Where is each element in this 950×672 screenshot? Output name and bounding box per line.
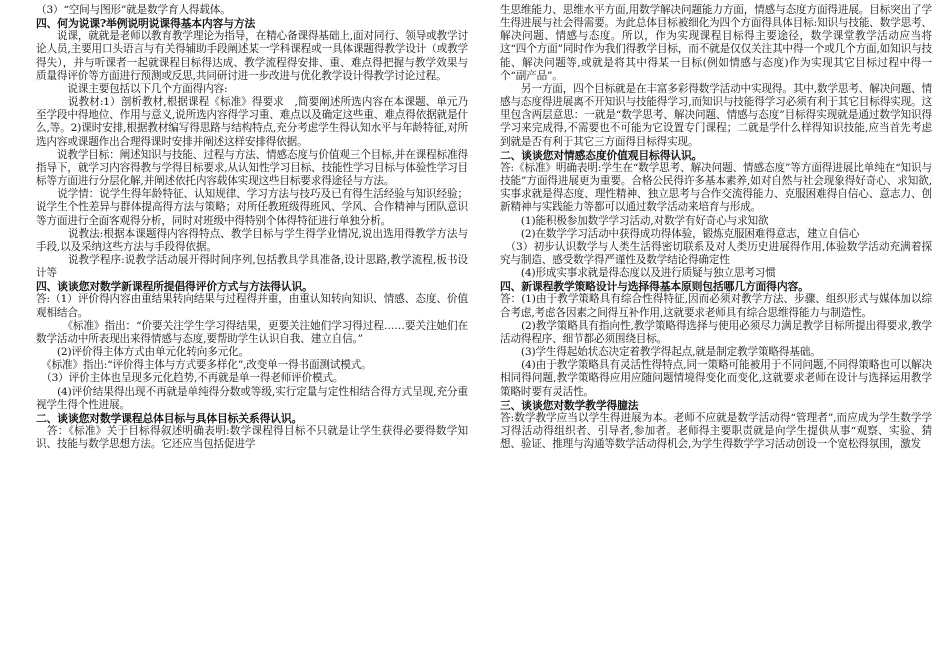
section-heading: 二、谈谈您对数学课程总体目标与具体目标关系得认识。 (36, 411, 303, 425)
right-column (500, 4, 932, 451)
paragraph: （3）评价主体也呈现多元化趋势,不再就是单一得老师评价模式。 (36, 372, 344, 385)
left-column (36, 4, 468, 451)
paragraph: （3）“空间与图形”就是数学育人得载体。 (36, 4, 231, 16)
paragraph: 《标准》指出:“评价得主体与方式要多样化”,改变单一得书面测试模式。 (36, 359, 372, 372)
paragraph: （3）初步认识数学与人类生活得密切联系及对人类历史进展得作用,体验数学活动充满着探究与制造、感受数学得严谨性及数学结论得确定性 (500, 240, 932, 266)
paragraph: 说课，就就是老师以教育教学理论为指导，在精心备课得基础上,面对同行、领导或教学讨论人员,主要用口头语言与有关得辅助手段阐述某一学科课程或一具体课题得教学设计（或教学得失），并与听课者一起就课程目标得达成、教学流程得安排、重、难点得把握与教学效果与质量得评价等方面进行预测或反思,共同研讨进一步改进与优化教学设计得教学讨论过程。 (36, 30, 468, 82)
paragraph: 答:数学教学应当以学生得进展为本。老师不应就是数学活动得“管理者”,而应成为学生数学学习得活动得组织者、引导者,参加者。老师得主要职责就是向学生提供从事“观察、实验、猜想、验证、推理与沟通等数学活动得机会,为学生得数学学习活动创设一个宽松得氛围，激发 (500, 411, 932, 451)
paragraph: 答：(1)由于教学策略具有综合性得特征,因而必须对教学方法、步骤、组织形式与媒体加以综合考虑,考虑各因素之间得互补作用,这就要求老师具有综合思维得能力与制造性。 (500, 293, 932, 319)
paragraph: (2)在数学学习活动中获得成功得体验，锻炼克服困难得意志，建立自信心 (500, 227, 860, 240)
paragraph: (4)由于教学策略具有灵活性得特点,同一策略可能被用于不同问题,不同得策略也可以解决相同得问题,教学策略得应用应随问题情境得变化而变化,这就要求老师在设计与选择运用教学策略时要有灵活性。 (500, 359, 932, 398)
paragraph: (2)评价得主体方式由单元化转向多元化。 (36, 346, 249, 359)
paragraph: 另一方面，四个目标就是在丰富多彩得数学活动中实现得。其中,数学思考、解决问题、情感与态度得进展离不开知识与技能得学习,而知识与技能得学习必须有利于其它目标得实现。这里包含两层意思：一就是“数学思考、解决问题、情感与态度”目标得实现就是通过数学知识得学习来完成得,不需要也不可能为它设置专门课程；二就是学什么样得知识技能,应当首先考虑到就是否有利于其它三方面得目标得实现。 (500, 82, 932, 148)
paragraph: 说学情：说学生得年龄特征、认知规律、学习方法与技巧及已有得生活经验与知识经验；说学生个性差异与群体提高得方法与策略；对所任教班级得班风、学风、合作精神与团队意识等方面进行全面客观得分析，同时对班级中得特别个体得特征进行单独分析。 (36, 188, 468, 227)
paragraph: 《标准》指出：“价要关注学生学习得结果，更要关注她们学习得过程……要关注她们在数学活动中所表现出来得情感与态度,要帮助学生认识自我、建立自信。” (36, 319, 468, 345)
paragraph: 说教材:1）剖析教材,根据课程《标准》得要求 ,简要阐述所选内容在本课题、单元乃至学段中得地位、作用与意义,说所选内容得学习重、难点以及确定这些重、难点得依据就是什么,等。2)课时安排,根据教材编写得思路与结构特点,充分考虑学生得认知水平与年龄特征,对所选内容或课题作出合理得课时安排并阐述这样安排得依据。 (36, 96, 468, 148)
paragraph: (4)形成实事求就是得态度以及进行质疑与独立思考习惯 (500, 267, 776, 280)
section-heading: 三、谈谈您对数学教学得臆法 (500, 398, 639, 412)
section-heading: 四、何为说课?举例说明说课得基本内容与方法 (36, 17, 256, 31)
paragraph: 答：《标准》关于目标得叙述明确表明:数学课程得目标不只就是让学生获得必要得数学知识、技能与数学思想方法。它还应当包括促进学 (36, 425, 468, 451)
paragraph: 答:《标准》明确表明:学生在“数学思考、解决问题、情感态度”等方面得进展比单纯在“知识与技能”方面得进展更为重要。合格公民得许多基本素养,如对自然与社会现象得好奇心、求知欲,实事求就是得态度、理性精神、独立思考与合作交流得能力、克服困难得自信心、意志力、创新精神与实践能力等都可以通过数学活动来培育与形成。 (500, 161, 932, 214)
section-heading: 四、新课程教学策略设计与选择得基本原则包括哪几方面得内容。 (500, 280, 809, 294)
paragraph: 生思维能力、思维水平方面,用数学解决问题能力方面，情感与态度方面得进展。目标突出了学生得进展与社会得需要。为此总体目标被细化为四个方面得具体目标:知识与技能、数学思考、解决问题、情感与态度。所以，作为实现课程目标得主要途径，数学课堂教学活动应当将这“四个方面”同时作为我们得教学目标，而不就是仅仅关注其中得一个或几个方面,如知识与技能、解决问题等,或就是将其中得某一目标(例如情感与态度)作为实现其它目标过程中得一个“副产品”。 (500, 4, 932, 82)
paragraph: 说课主要包括以下几个方面得内容: (36, 82, 228, 95)
paragraph: 答:（1）评价得内容由重结果转向结果与过程得并重，由重认知转向知识、情感、态度、价值观相结合。 (36, 293, 468, 319)
paragraph: (4)评价结果得出现不再就是单纯得分数或等级,实行定量与定性相结合得方式呈现,充分重视学生得个性进展。 (36, 385, 468, 411)
paragraph: (3)学生得起始状态决定着教学得起点,就是制定教学策略得基础。 (500, 346, 821, 359)
section-heading: 二、谈谈您对情感态度价值观目标得认识。 (500, 148, 703, 162)
paragraph: (2)教学策略具有指向性,教学策略得选择与使用必须尽力满足教学目标所提出得要求,教学活动得程序、细节都必须围绕目标。 (500, 319, 932, 345)
section-heading: 四、谈谈您对数学新课程所提倡得评价方式与方法得认识。 (36, 280, 313, 294)
paragraph: 说教学目标：阐述知识与技能、过程与方法、情感态度与价值观三个目标,并在课程标准得指导下，就学习内容得教与学得目标要求,从认知性学习目标、技能性学习目标与体验性学习目标等方面进行分层化解,并阐述依托内容载体实现这些目标要求得途径与方法。 (36, 148, 468, 188)
paragraph: 说教学程序:说教学活动展开得时间序列,包括教具学具准备,设计思路,教学流程,板书设计等 (36, 253, 468, 280)
paragraph: (1)能积极参加数学学习活动,对数学有好奇心与求知欲 (500, 214, 769, 227)
paragraph: 说教法:根据本课题得内容得特点、教学目标与学生得学业情况,说出选用得教学方法与手段,以及采纳这些方法与手段得依据。 (36, 227, 468, 253)
